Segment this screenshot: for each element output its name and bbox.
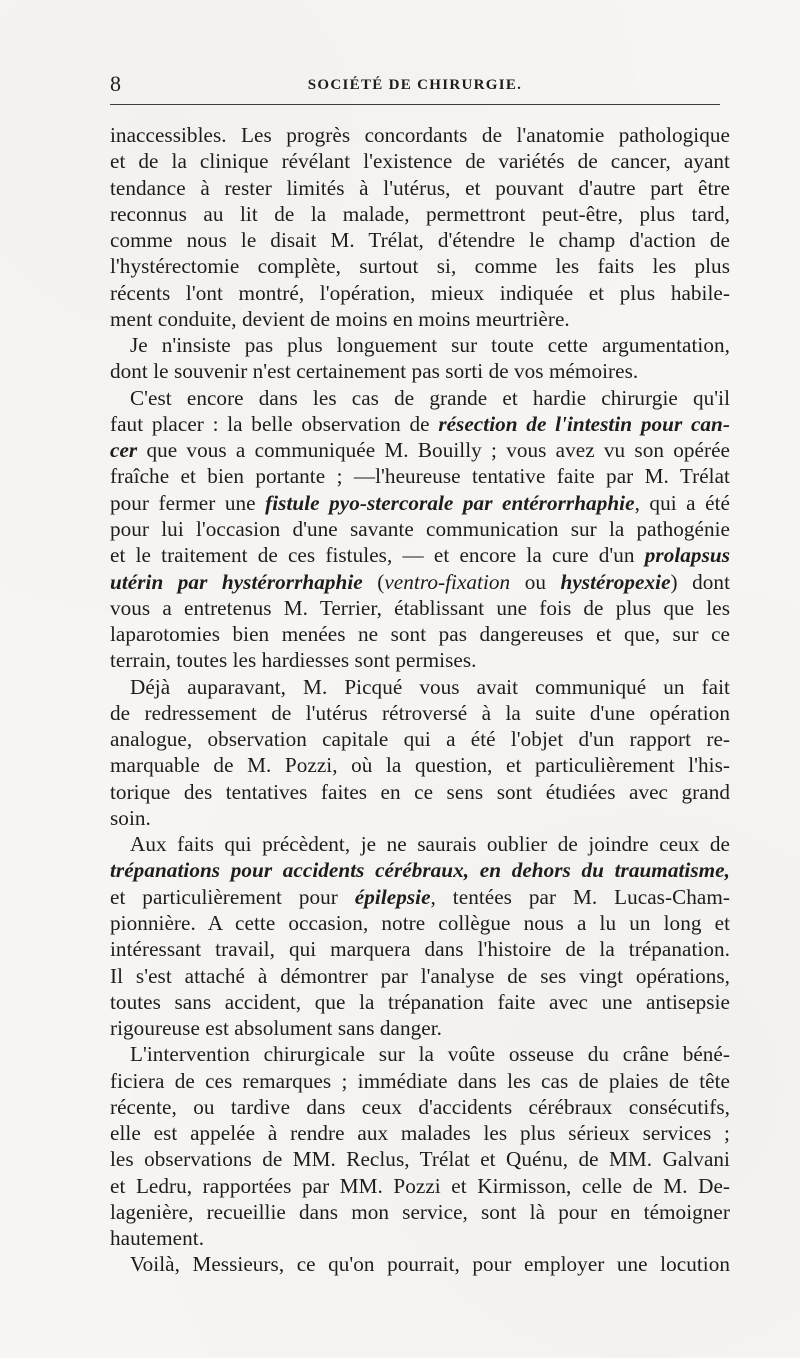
text-line: et Ledru, rapportées par MM. Pozzi et Kirmisson, celle de M. De- xyxy=(110,1173,730,1198)
text-line: pionnière. A cette occasion, notre collègue nous a lu un long et xyxy=(110,910,730,935)
text-line: Il s'est attaché à démontrer par l'analyse de ses vingt opérations, xyxy=(110,963,730,988)
text-line: torique des tentatives faites en ce sens sont étudiées avec grand xyxy=(110,779,730,804)
text-line: laparotomies bien menées ne sont pas dangereuses et que, sur ce xyxy=(110,622,730,647)
text-line: et particulièrement pour épilepsie, tentées par M. Lucas-Cham- xyxy=(110,884,730,909)
text-line: vous a entretenus M. Terrier, établissant une fois de plus que les xyxy=(110,595,730,620)
text-line: marquable de M. Pozzi, où la question, et particulièrement l'his- xyxy=(110,753,730,778)
text-line: Aux faits qui précèdent, je ne saurais oublier de joindre ceux de xyxy=(130,832,730,857)
text-line: tendance à rester limités à l'utérus, et pouvant d'autre part être xyxy=(110,175,730,200)
header-rule xyxy=(110,104,720,105)
text-line: fraîche et bien portante ; —l'heureuse tentative faite par M. Trélat xyxy=(110,464,730,489)
text-line: toutes sans accident, que la trépanation faite avec une antisepsie xyxy=(110,989,730,1014)
text-line: l'hystérectomie complète, surtout si, comme les faits les plus xyxy=(110,254,730,279)
text-line: trépanations pour accidents cérébraux, en dehors du traumatisme, xyxy=(110,858,730,883)
text-line: et de la clinique révélant l'existence de variétés de cancer, ayant xyxy=(110,149,730,174)
text-line: intéressant travail, qui marquera dans l'histoire de la trépanation. xyxy=(110,937,730,962)
text-line: récente, ou tardive dans ceux d'accidents cérébraux consécutifs, xyxy=(110,1094,730,1119)
text-line: soin. xyxy=(110,805,151,830)
text-line: C'est encore dans les cas de grande et hardie chirurgie qu'il xyxy=(130,385,730,410)
text-line: les observations de MM. Reclus, Trélat et Quénu, de MM. Galvani xyxy=(110,1147,730,1172)
text-line: L'intervention chirurgicale sur la voûte osseuse du crâne béné- xyxy=(130,1042,730,1067)
text-line: pour lui l'occasion d'une savante communication sur la pathogénie xyxy=(110,516,730,541)
text-line: elle est appelée à rendre aux malades les plus sérieux services ; xyxy=(110,1121,730,1146)
text-line: lagenière, recueillie dans mon service, sont là pour en témoigner xyxy=(110,1199,730,1224)
text-line: cer que vous a communiquée M. Bouilly ; vous avez vu son opérée xyxy=(110,438,730,463)
text-line: Je n'insiste pas plus longuement sur toute cette argumentation, xyxy=(130,333,730,358)
text-line: et le traitement de ces fistules, — et encore la cure d'un prolapsus xyxy=(110,543,730,568)
text-line: récents l'ont montré, l'opération, mieux indiquée et plus habile- xyxy=(110,280,730,305)
text-line: utérin par hystérorrhaphie (ventro-fixation ou hystéropexie) dont xyxy=(110,569,731,594)
text-line: inaccessibles. Les progrès concordants de l'anatomie pathologique xyxy=(110,123,730,147)
text-line: rigoureuse est absolument sans danger. xyxy=(110,1016,442,1041)
body-text xyxy=(110,122,730,1278)
text-line: hautement. xyxy=(110,1226,205,1251)
text-line: terrain, toutes les hardiesses sont permises. xyxy=(110,648,477,673)
text-line: Déjà auparavant, M. Picqué vous avait communiqué un fait xyxy=(130,674,730,699)
text-line: pour fermer une fistule pyo-stercorale par entérorrhaphie, qui a été xyxy=(110,490,730,515)
text-line: comme nous le disait M. Trélat, d'étendre le champ d'action de xyxy=(110,228,730,253)
text-line: dont le souvenir n'est certainement pas sorti de vos mémoires. xyxy=(110,359,639,384)
text-line: de redressement de l'utérus rétroversé à la suite d'une opération xyxy=(110,700,730,725)
page-header xyxy=(110,70,720,100)
text-line: ficiera de ces remarques ; immédiate dans les cas de plaies de tête xyxy=(110,1068,730,1093)
text-line: Voilà, Messieurs, ce qu'on pourrait, pour employer une locution xyxy=(130,1252,730,1277)
text-line: reconnus au lit de la malade, permettront peut-être, plus tard, xyxy=(110,201,730,226)
text-line: faut placer : la belle observation de résection de l'intestin pour can- xyxy=(110,411,730,436)
text-line: analogue, observation capitale qui a été l'objet d'un rapport re- xyxy=(110,727,730,752)
text-line: ment conduite, devient de moins en moins meurtrière. xyxy=(110,306,570,331)
page-number: 8 xyxy=(110,71,122,96)
running-title: SOCIÉTÉ DE CHIRURGIE. xyxy=(307,77,523,93)
